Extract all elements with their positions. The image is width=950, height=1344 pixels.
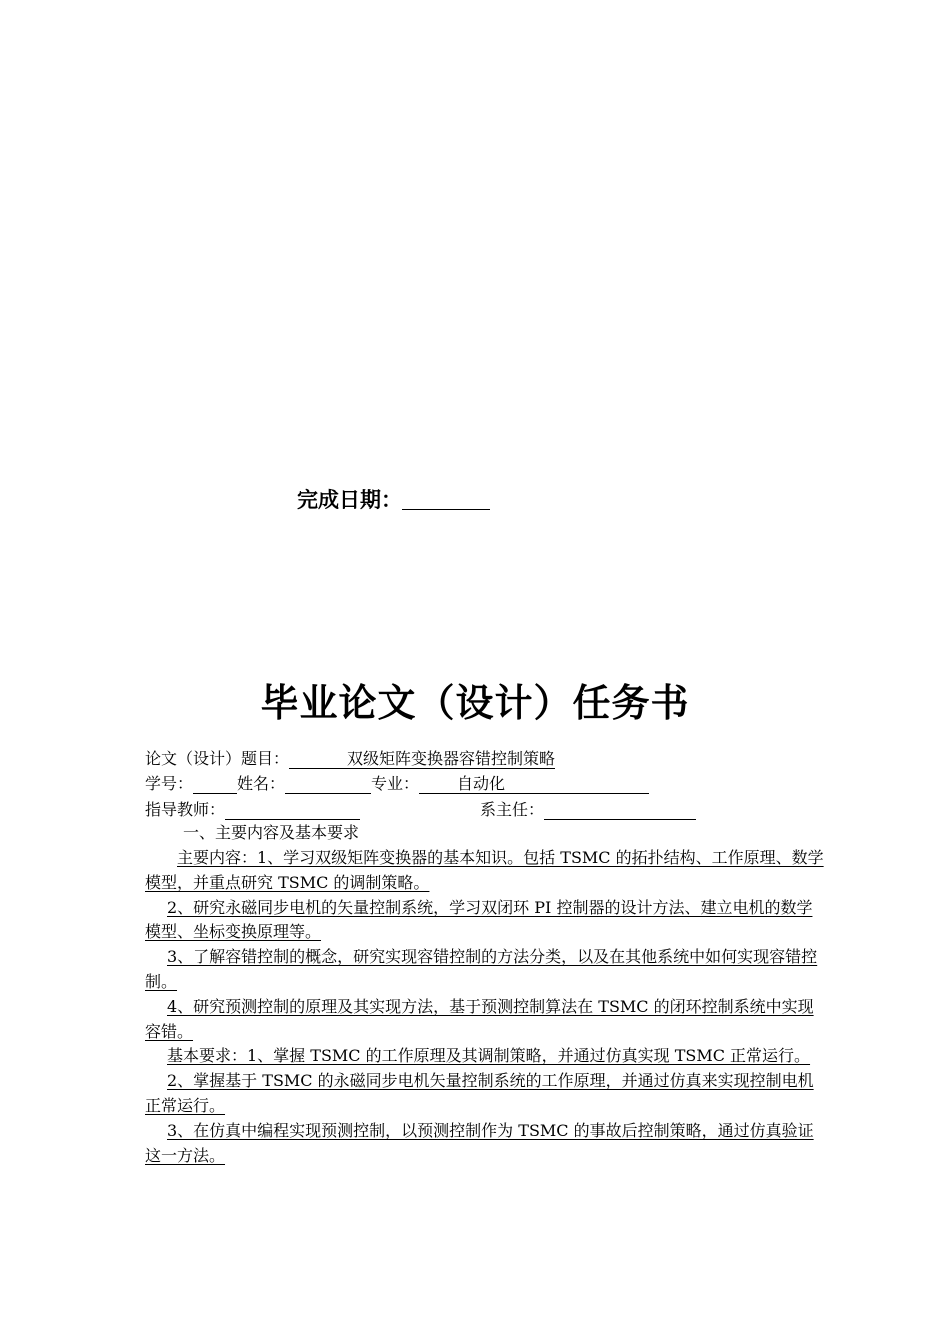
advisor-blank: [225, 801, 360, 820]
student-info-line: [145, 774, 649, 794]
completion-date-label: 完成日期：: [297, 488, 402, 512]
advisor-line: [145, 800, 696, 820]
basic-req-text: 基本要求：1、掌握 TSMC 的工作原理及其调制策略，并通过仿真实现 TSMC 正常运行。: [167, 1046, 811, 1066]
req2-paragraph: [145, 1069, 825, 1119]
section-heading: 一、主要内容及基本要求: [183, 823, 360, 842]
item4-text: 4、研究预测控制的原理及其实现方法，基于预测控制算法在 TSMC 的闭环控制系统中实现容错。: [145, 996, 814, 1041]
completion-date-line: [297, 484, 490, 514]
main-content-paragraph: [145, 846, 825, 896]
name-blank: [285, 775, 371, 794]
main-content-text: 主要内容：1、学习双级矩阵变换器的基本知识。包括 TSMC 的拓扑结构、工作原理、数学模型，并重点研究 TSMC 的调制策略。: [145, 848, 824, 892]
topic-field: [289, 750, 555, 769]
req2-text: 2、掌握基于 TSMC 的永磁同步电机矢量控制系统的工作原理，并通过仿真来实现控制电机正常运行。: [145, 1071, 814, 1115]
item3-text: 3、了解容错控制的概念，研究实现容错控制的方法分类，以及在其他系统中如何实现容错控制。: [145, 947, 818, 991]
item4-paragraph: [145, 995, 825, 1045]
major-field: [419, 775, 649, 794]
dept-head-label: 系主任：: [480, 800, 545, 819]
req3-paragraph: [145, 1119, 825, 1169]
major-label: 专业：: [371, 774, 420, 793]
item2-paragraph: [145, 896, 825, 946]
completion-date-blank: [402, 487, 490, 510]
student-id-blank: [193, 775, 237, 794]
document-title: 毕业论文（设计）任务书: [260, 681, 690, 725]
topic-line: [145, 749, 555, 769]
dept-head-blank: [544, 801, 696, 820]
basic-req-paragraph: [145, 1044, 825, 1069]
major-value: 自动化: [457, 774, 506, 793]
task-content: [145, 846, 825, 1168]
topic-label: 论文（设计）题目：: [145, 749, 290, 768]
topic-value: 双级矩阵变换器容错控制策略: [347, 749, 556, 768]
req3-text: 3、在仿真中编程实现预测控制，以预测控制作为 TSMC 的事故后控制策略，通过仿真验证这一方法。: [145, 1120, 814, 1165]
name-label: 姓名：: [237, 774, 286, 793]
item2-text: 2、研究永磁同步电机的矢量控制系统，学习双闭环 PI 控制器的设计方法、建立电机的数学模型、坐标变换原理等。: [145, 897, 813, 942]
student-id-label: 学号：: [145, 774, 194, 793]
advisor-label: 指导教师：: [145, 800, 226, 819]
item3-paragraph: [145, 945, 825, 995]
